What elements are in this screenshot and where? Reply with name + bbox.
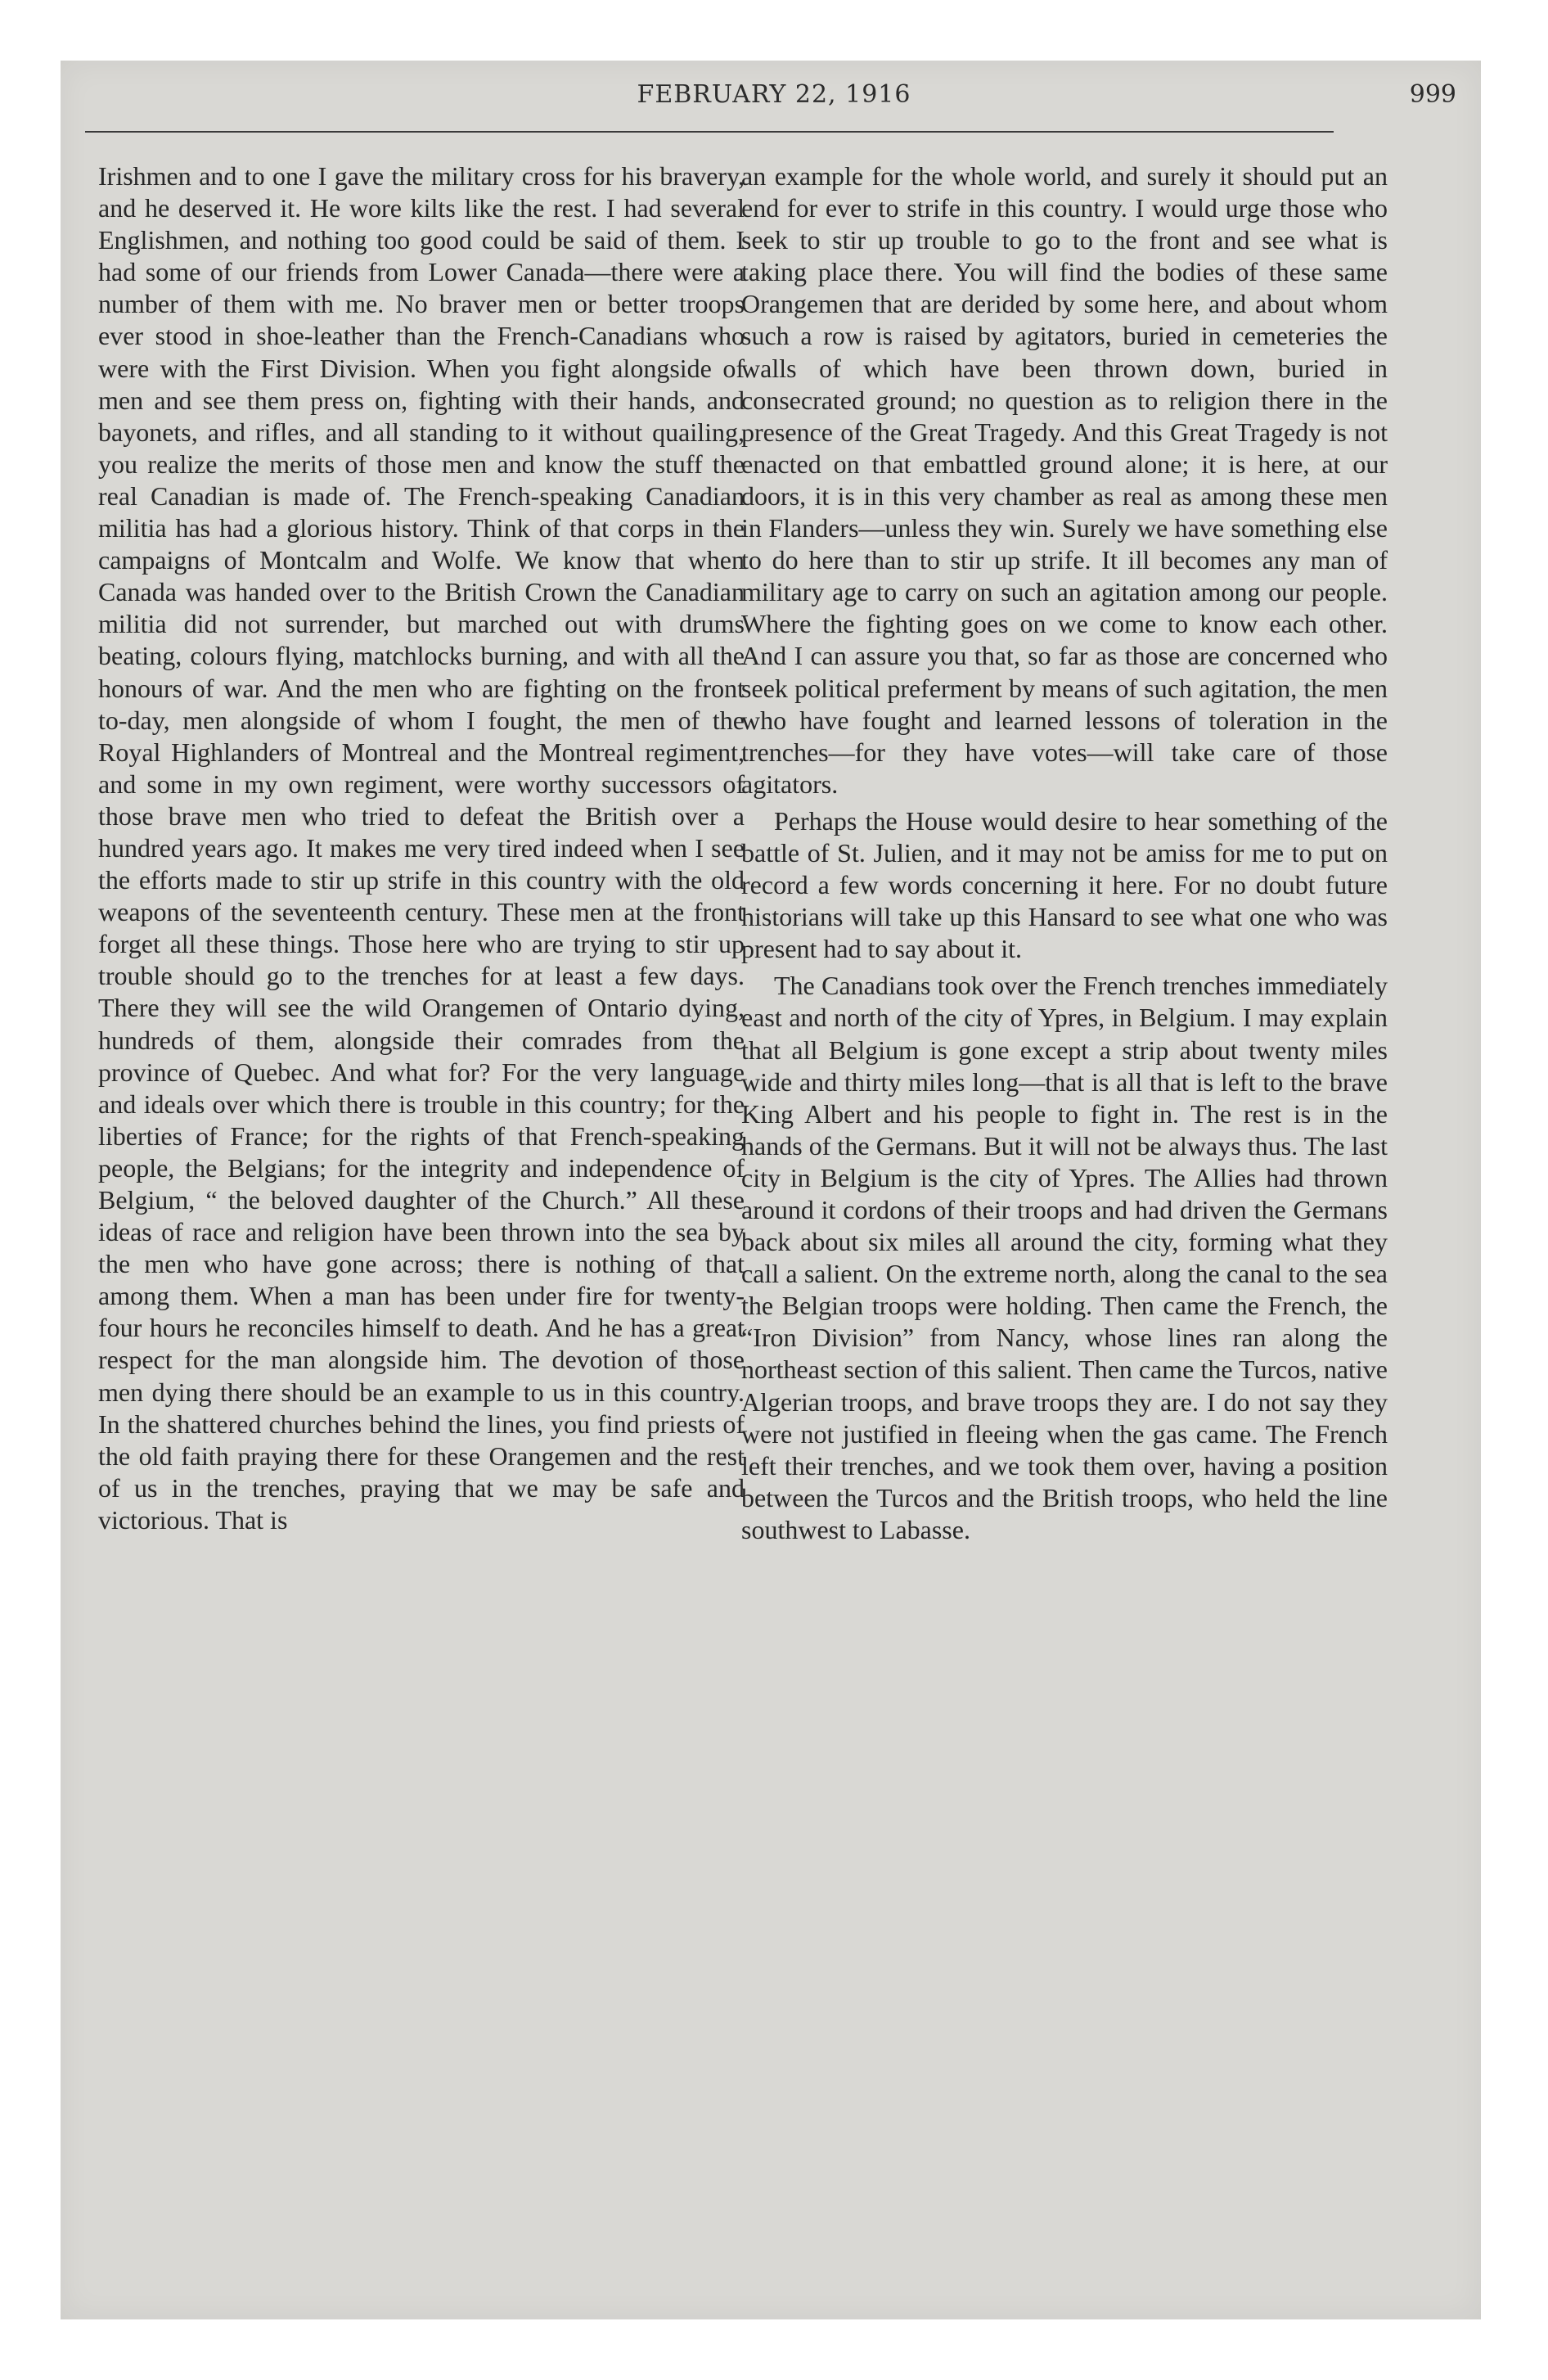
left-paragraph-1: Irishmen and to one I gave the military cross for his bravery, and he deserved it. He wore kilts like the rest. I had several Englishmen, and nothing too good could be said of them. I had some of our friends from Lower Canada—there were a number of them with me. No braver men or better troops ever stood in shoe-leather than the French-Canadians who were with the First Division. When you fight alongside of men and see them press on, fighting with their hands, and bayonets, and rifles, and all standing to it without quailing, you realize the merits of those men and know the stuff the real Canadian is made of. The French-speaking Canadian militia has had a glorious history. Think of that corps in the campaigns of Montcalm and Wolfe. We know that when Canada was handed over to the British Crown the Canadian militia did not surrender, but marched out with drums beating, colours flying, matchlocks burning, and with all the honours of war. And the men who are fighting on the front to-day, men alongside of whom I fought, the men of the Royal Highlanders of Montreal and the Montreal regiment, and some in my own regiment, were worthy successors of those brave men who tried to defeat the British over a hundred years ago. It makes me very tired indeed when I see the efforts made to stir up strife in this country with the old weapons of the seventeenth century. These men at the front forget all these things. Those here who are trying to stir up trouble should go to the trenches for at least a few days. There they will see the wild Orangemen of Ontario dying, hundreds of them, alongside their comrades from the province of Quebec. And what for? For the very language and ideals over which there is trouble in this country; for the liberties of France; for the rights of that French-speaking people, the Belgians; for the integrity and independence of Belgium, “ the beloved daughter of the Church.” All these ideas of race and religion have been thrown into the sea by the men who have gone across; there is nothing of that among them. When a man has been under fire for twenty-four hours he reconciles himself to death. And he has a great respect for the man alongside him. The devotion of those men dying there should be an example to us in this country. In the shattered churches behind the lines, you find priests of the old faith praying there for these Orangemen and the rest of us in the trenches, praying that we may be safe and victorious. That is [98, 161, 745, 1535]
right-paragraph-3: The Canadians took over the French trenches immediately east and north of the city of Ypres, in Belgium. I may explain that all Belgium is gone except a strip about twenty miles wide and thirty miles long—that is all that is left to the brave King Albert and his people to fight in. The rest is in the hands of the Germans. But it will not be always thus. The last city in Belgium is the city of Ypres. The Allies had thrown around it cordons of their troops and had driven the Germans back about six miles all around the city, forming what they call a salient. On the extreme north, along the canal to the sea the Belgian troops were holding. Then came the French, the “Iron Division” from Nancy, whose lines ran along the northeast section of this salient. Then came the Turcos, native Algerian troops, and brave troops they are. I do not say they were not justified in fleeing when the gas came. The French left their trenches, and we took them over, having a position between the Turcos and the British troops, who held the line southwest to Labasse. [741, 971, 1388, 1544]
header-rule [85, 131, 1334, 133]
right-column [741, 160, 1388, 1546]
left-column [98, 160, 745, 1536]
header-date: FEBRUARY 22, 1916 [637, 80, 911, 109]
right-paragraph-2: Perhaps the House would desire to hear something of the battle of St. Julien, and it may not be amiss for me to put on record a few words concerning it here. For no doubt future historians will take up this Hansard to see what one who was present had to say about it. [741, 805, 1388, 964]
running-header [0, 80, 1548, 113]
page-number: 999 [1409, 80, 1456, 109]
right-paragraph-1: an example for the whole world, and surely it should put an end for ever to strife in this country. I would urge those who seek to stir up trouble to go to the front and see what is taking place there. You will find the bodies of these same Orangemen that are derided by some here, and about whom such a row is raised by agitators, buried in cemeteries the walls of which have been thrown down, buried in consecrated ground; no question as to religion there in the presence of the Great Tragedy. And this Great Tragedy is not enacted on that embattled ground alone; it is here, at our doors, it is in this very chamber as real as among these men in Flanders—unless they win. Surely we have something else to do here than to stir up strife. It ill becomes any man of military age to carry on such an agitation among our people. Where the fighting goes on we come to know each other. And I can assure you that, so far as those are concerned who seek political preferment by means of such agitation, the men who have fought and learned lessons of toleration in the trenches—for they have votes—will take care of those agitators. [741, 161, 1388, 799]
